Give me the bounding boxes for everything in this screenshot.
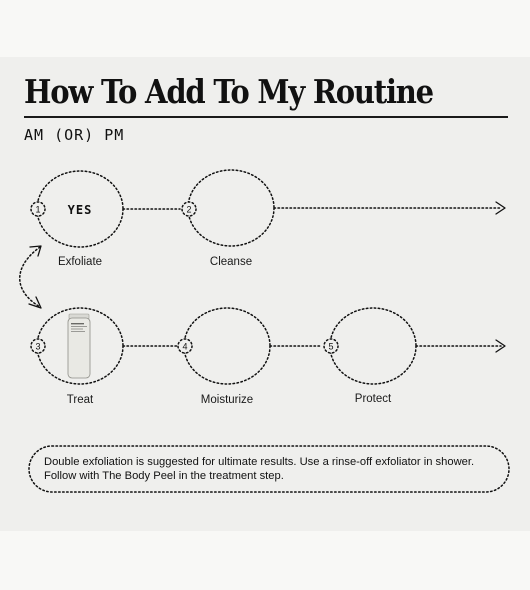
- product-bottle-icon: [68, 314, 90, 378]
- step-2-number: 2: [186, 204, 192, 215]
- step-label-protect: Protect: [354, 393, 392, 405]
- step-5-circle: [330, 308, 416, 384]
- step-label-cleanse: Cleanse: [209, 256, 253, 268]
- step-4-circle: [184, 308, 270, 384]
- step-label-treat: Treat: [66, 394, 94, 406]
- note-line-2: Follow with The Body Peel in the treatment step.: [44, 469, 284, 482]
- step-4-number: 4: [182, 341, 188, 352]
- curved-arrow-head-icon: [29, 297, 41, 308]
- step-label-moisturize: Moisturize: [200, 394, 254, 406]
- step-label-exfoliate: Exfoliate: [57, 256, 103, 268]
- step-2-circle: [188, 170, 274, 246]
- step-1-inner-text: YES: [67, 203, 93, 217]
- page-title: How To Add To My Routine: [24, 72, 433, 111]
- step-1-number: 1: [35, 204, 41, 215]
- step-5-number: 5: [328, 341, 334, 352]
- note-line-1: Double exfoliation is suggested for ultimate results. Use a rinse-off exfoliator in shower.: [44, 456, 475, 468]
- exfoliation-note: [44, 456, 504, 483]
- routine-time-subtitle: AM (OR) PM: [24, 126, 125, 144]
- step-3-number: 3: [35, 341, 41, 352]
